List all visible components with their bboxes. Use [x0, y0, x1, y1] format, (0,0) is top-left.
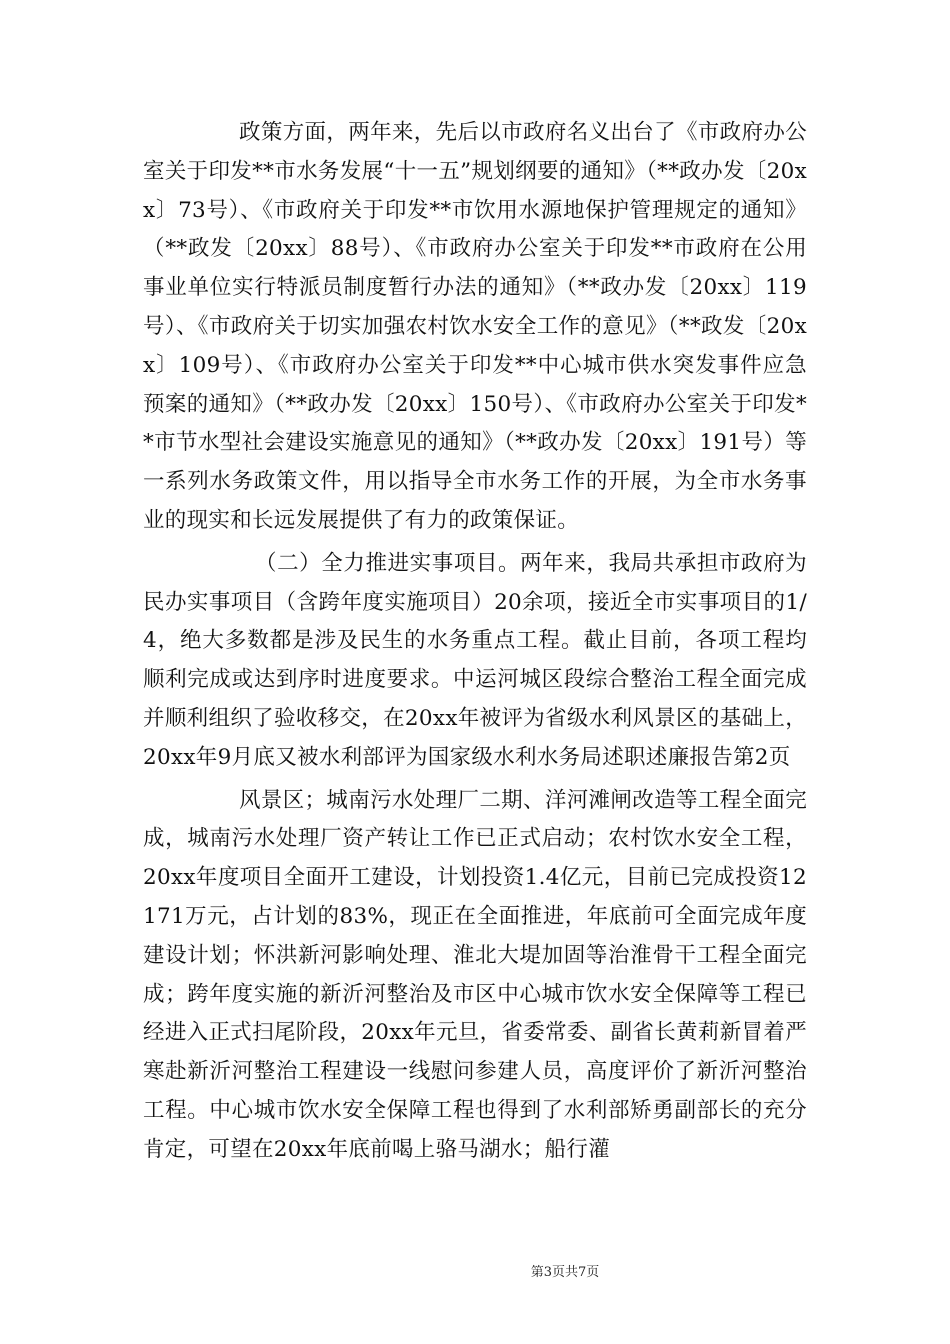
- paragraph-policy: 政策方面，两年来，先后以市政府名义出台了《市政府办公室关于印发**市水务发展“十一五”规划纲要的通知》（**政办发〔20xx〕73号）、《市政府关于印发**市饮用水源地保护管理规定的通知》（**政发〔20xx〕88号）、《市政府办公室关于印发**市政府在公用事业单位实行特派员制度暂行办法的通知》（**政办发〔20xx〕119号）、《市政府关于切实加强农村饮水安全工作的意见》（**政发〔20xx〕109号）、《市政府办公室关于印发**中心城市供水突发事件应急预案的通知》（**政办发〔20xx〕150号）、《市政府办公室关于印发**市节水型社会建设实施意见的通知》（**政办发〔20xx〕191号）等一系列水务政策文件，用以指导全市水务工作的开展，为全市水务事业的现实和长远发展提供了有力的政策保证。: [143, 120, 807, 533]
- page-number-footer: 第3页共7页: [530, 1265, 600, 1280]
- document-body: [143, 114, 807, 1170]
- paragraph-scenic-area: 风景区；城南污水处理厂二期、洋河滩闸改造等工程全面完成，城南污水处理厂资产转让工作已正式启动；农村饮水安全工程，20xx年度项目全面开工建设，计划投资1.4亿元，目前已完成投资12171万元，占计划的83%，现正在全面推进，年底前可全面完成年度建设计划；怀洪新河影响处理、淮北大堤加固等治淮骨干工程全面完成；跨年度实施的新沂河整治及市区中心城市饮水安全保障等工程已经进入正式扫尾阶段，20xx年元旦，省委常委、副省长黄莉新冒着严寒赴新沂河整治工程建设一线慰问参建人员，高度评价了新沂河整治工程。中心城市饮水安全保障工程也得到了水利部矫勇副部长的充分肯定，可望在20xx年底前喝上骆马湖水；船行灌: [143, 787, 807, 1162]
- paragraph-practical-projects: （二）全力推进实事项目。两年来，我局共承担市政府为民办实事项目（含跨年度实施项目）20余项，接近全市实事项目的1/4，绝大多数都是涉及民生的水务重点工程。截止目前，各项工程均顺利完成或达到序时进度要求。中运河城区段综合整治工程全面完成并顺利组织了验收移交，在20xx年被评为省级水利风景区的基础上，20xx年9月底又被水利部评为国家级水利水务局述职述廉报告第2页: [143, 550, 807, 770]
